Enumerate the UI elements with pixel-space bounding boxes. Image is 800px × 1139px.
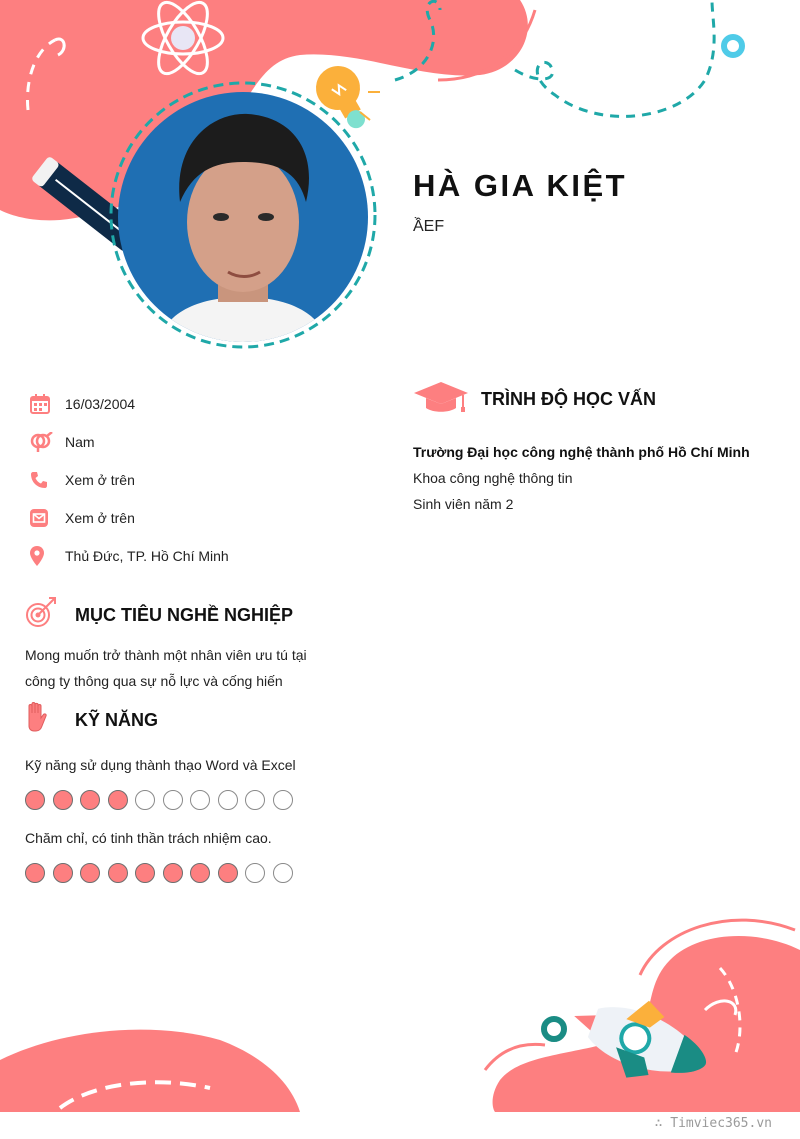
- rating-dot-filled: [80, 863, 100, 883]
- rating-dot-filled: [80, 790, 100, 810]
- objective-text: [25, 642, 307, 694]
- contact-row: [30, 499, 330, 537]
- gender-icon: [30, 431, 65, 453]
- email: Xem ở trên: [65, 510, 135, 526]
- birth-date: 16/03/2004: [65, 396, 136, 412]
- graduation-cap-icon: [413, 380, 481, 419]
- rating-dot-filled: [108, 790, 128, 810]
- contact-row: [30, 385, 330, 423]
- address: Thủ Đức, TP. Hồ Chí Minh: [65, 548, 229, 564]
- rating-dot-filled: [108, 863, 128, 883]
- rating-dot-empty: [218, 790, 238, 810]
- contact-row: [30, 537, 330, 575]
- rating-dot-filled: [218, 863, 238, 883]
- rating-dot-filled: [163, 863, 183, 883]
- rating-dot-filled: [25, 863, 45, 883]
- phone-icon: [30, 469, 65, 491]
- objective-header: [25, 596, 293, 635]
- rating-dot-empty: [273, 790, 293, 810]
- target-icon: [25, 596, 75, 635]
- rating-dot-filled: [190, 863, 210, 883]
- location-pin-icon: [30, 545, 65, 567]
- education-title: TRÌNH ĐỘ HỌC VẤN: [481, 389, 656, 409]
- contact-row: [30, 461, 330, 499]
- rating-dot-empty: [245, 863, 265, 883]
- rating-dot-empty: [190, 790, 210, 810]
- hand-icon: [25, 702, 75, 739]
- calendar-icon: [30, 393, 65, 415]
- profile-photo: [118, 92, 368, 342]
- contact-list: [30, 385, 330, 575]
- skill-label: Chăm chỉ, có tinh thần trách nhiệm cao.: [25, 830, 272, 846]
- candidate-name: HÀ GIA KIỆT: [413, 168, 628, 203]
- skill-label: Kỹ năng sử dụng thành thạo Word và Excel: [25, 757, 296, 773]
- rating-dot-empty: [273, 863, 293, 883]
- skills-title: KỸ NĂNG: [75, 710, 159, 730]
- watermark: ∴ Timviec365.vn: [654, 1116, 772, 1131]
- skill-rating-1: [25, 790, 293, 810]
- rating-dot-empty: [245, 790, 265, 810]
- rating-dot-empty: [135, 790, 155, 810]
- objective-title: MỤC TIÊU NGHỀ NGHIỆP: [75, 605, 294, 625]
- objective-line: công ty thông qua sự nỗ lực và cống hiến: [25, 673, 283, 689]
- contact-row: [30, 423, 330, 461]
- rating-dot-filled: [25, 790, 45, 810]
- study-year: Sinh viên năm 2: [413, 496, 514, 512]
- skill-rating-2: [25, 863, 293, 883]
- rating-dot-filled: [53, 790, 73, 810]
- school-name: Trường Đại học công nghệ thành phố Hồ Chí Minh: [413, 444, 750, 460]
- skills-header: [25, 702, 158, 739]
- education-header: [413, 380, 656, 419]
- rating-dot-filled: [135, 863, 155, 883]
- faculty: Khoa công nghệ thông tin: [413, 470, 573, 486]
- candidate-position: ẦEF: [413, 218, 445, 235]
- rating-dot-filled: [53, 863, 73, 883]
- email-icon: [30, 507, 65, 529]
- gender: Nam: [65, 434, 95, 450]
- bottom-left-blob: [0, 1030, 300, 1112]
- rating-dot-empty: [163, 790, 183, 810]
- phone: Xem ở trên: [65, 472, 135, 488]
- objective-line: Mong muốn trở thành một nhân viên ưu tú tại: [25, 647, 307, 663]
